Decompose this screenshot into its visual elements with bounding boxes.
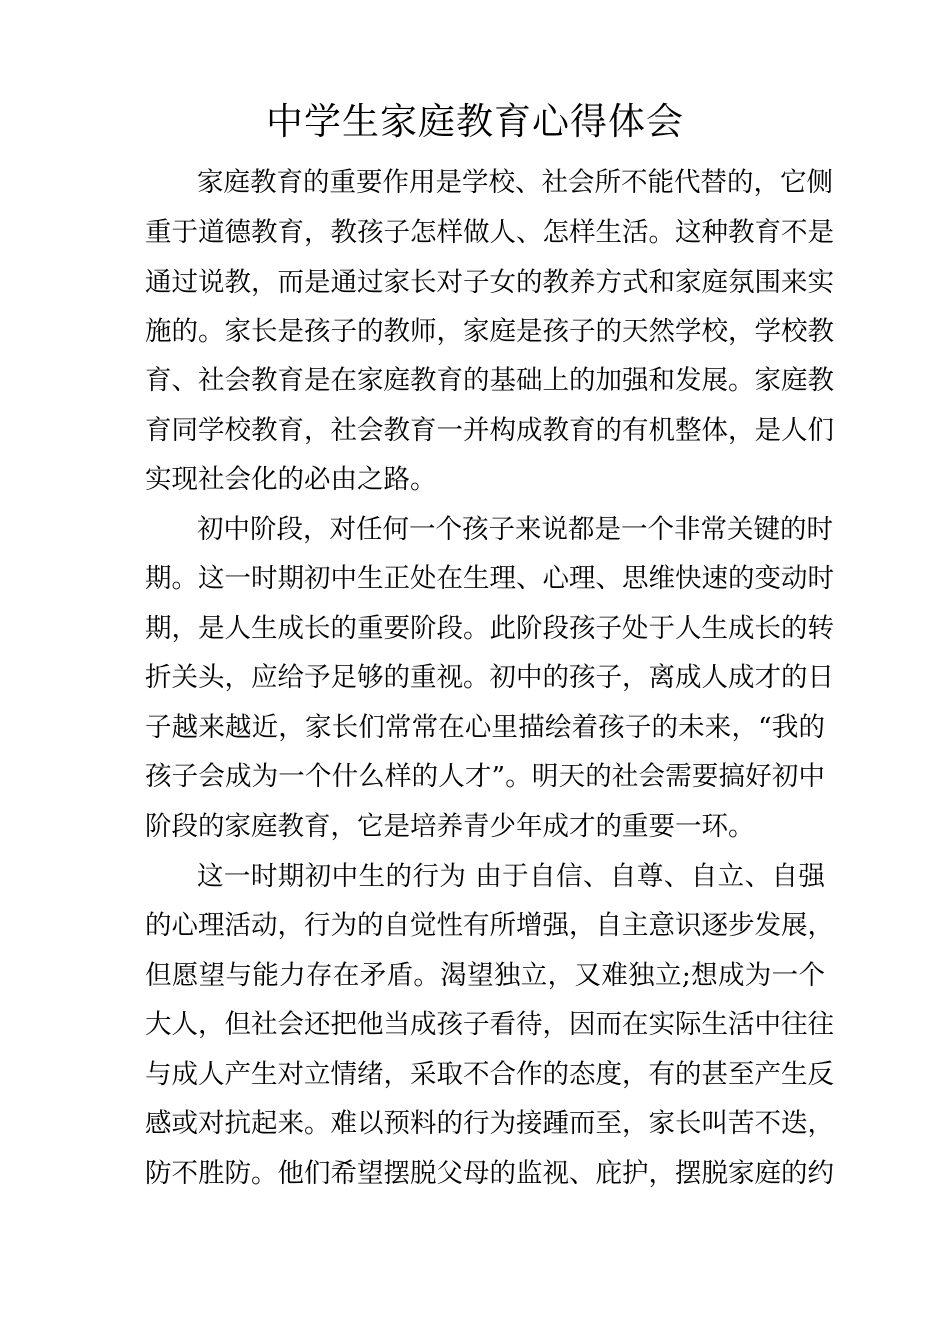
document-title: 中学生家庭教育心得体会 — [266, 100, 684, 143]
paragraph-1-line-6: 育同学校教育，社会教育一并构成教育的有机整体，是人们 — [145, 415, 834, 446]
paragraph-3-line-1: 这一时期初中生的行为 由于自信、自尊、自立、自强 — [197, 861, 825, 892]
paragraph-2-line-2: 期。这一时期初中生正处在生理、心理、思维快速的变动时 — [145, 563, 834, 594]
paragraph-1-line-2: 重于道德教育，教孩子怎样做人、怎样生活。这种教育不是 — [145, 217, 834, 248]
paragraph-1-line-3: 通过说教，而是通过家长对子女的教养方式和家庭氛围来实 — [145, 267, 834, 298]
paragraph-2-line-4: 折关头，应给予足够的重视。初中的孩子，离成人成才的日 — [145, 662, 834, 693]
paragraph-1-line-5: 育、社会教育是在家庭教育的基础上的加强和发展。家庭教 — [145, 365, 834, 396]
paragraph-1-line-1: 家庭教育的重要作用是学校、社会所不能代替的，它侧 — [197, 167, 833, 198]
paragraph-3-line-3: 但愿望与能力存在矛盾。渴望独立，又难独立;想成为一个 — [145, 960, 825, 991]
paragraph-3-line-6: 感或对抗起来。难以预料的行为接踵而至，家长叫苦不迭， — [145, 1108, 834, 1139]
paragraph-1-line-7: 实现社会化的必由之路。 — [145, 464, 437, 495]
paragraph-3-line-5: 与成人产生对立情绪，采取不合作的态度，有的甚至产生反 — [145, 1059, 834, 1090]
paragraph-2-line-3: 期，是人生成长的重要阶段。此阶段孩子处于人生成长的转 — [145, 613, 834, 644]
paragraph-3-line-4: 大人，但社会还把他当成孩子看待，因而在实际生活中往往 — [145, 1009, 834, 1040]
paragraph-2-line-5: 子越来越近，家长们常常在心里描绘着孩子的未来，“我的 — [145, 712, 825, 743]
paragraph-3-line-2: 的心理活动，行为的自觉性有所增强，自主意识逐步发展， — [145, 910, 834, 941]
paragraph-3-line-7: 防不胜防。他们希望摆脱父母的监视、庇护，摆脱家庭的约 — [145, 1158, 834, 1189]
paragraph-2-line-7: 阶段的家庭教育，它是培养青少年成才的重要一环。 — [145, 811, 755, 842]
paragraph-2-line-1: 初中阶段，对任何一个孩子来说都是一个非常关键的时 — [197, 514, 833, 545]
paragraph-1-line-4: 施的。家长是孩子的教师，家庭是孩子的天然学校，学校教 — [145, 316, 834, 347]
paragraph-2-line-6: 孩子会成为一个什么样的人才”。明天的社会需要搞好初中 — [145, 761, 825, 792]
